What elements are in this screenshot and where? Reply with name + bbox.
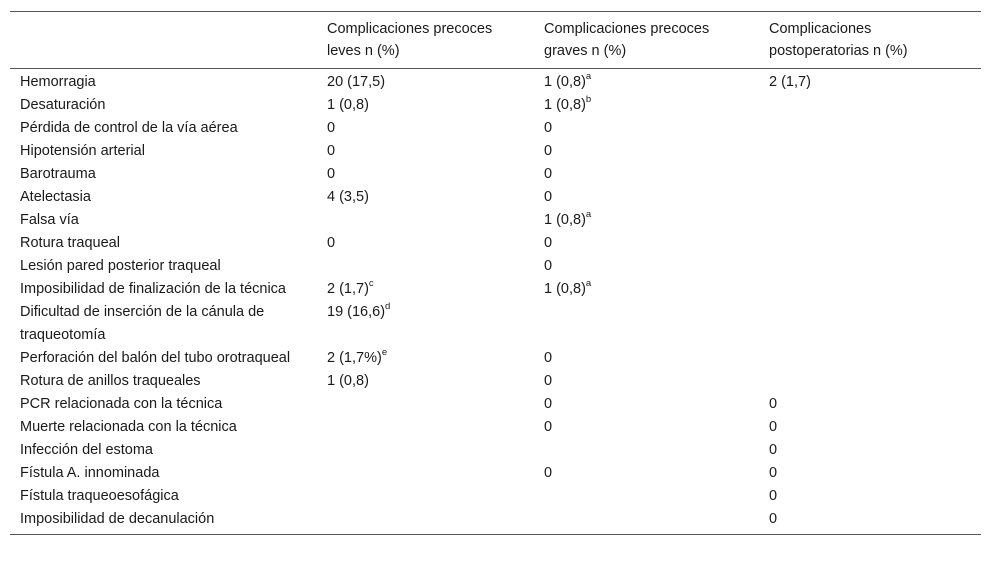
cell-graves-value: 0 (544, 373, 553, 389)
row-label-value: Rotura de anillos traqueales (20, 373, 201, 389)
table-row (10, 462, 981, 485)
cell-postoperatorias-value: 0 (769, 442, 778, 458)
cell-leves (317, 370, 534, 393)
cell-postoperatorias (759, 255, 981, 278)
cell-postoperatorias (759, 347, 981, 370)
cell-leves (317, 439, 534, 462)
row-label (10, 416, 317, 439)
row-label-value: Hemorragia (20, 74, 96, 90)
table-row (10, 301, 981, 347)
cell-postoperatorias (759, 301, 981, 347)
cell-leves (317, 508, 534, 535)
table-row (10, 209, 981, 232)
cell-graves (534, 416, 759, 439)
row-label (10, 439, 317, 462)
cell-leves (317, 416, 534, 439)
cell-graves-value: 0 (544, 189, 553, 205)
row-label-value: Desaturación (20, 97, 106, 113)
table-row (10, 508, 981, 535)
row-label (10, 393, 317, 416)
cell-graves-value: 0 (544, 143, 553, 159)
cell-leves-value: 1 (0,8) (327, 97, 369, 113)
row-label-value: Falsa vía (20, 212, 79, 228)
cell-graves (534, 94, 759, 117)
table-row (10, 255, 981, 278)
cell-leves-value: 1 (0,8) (327, 373, 369, 389)
row-label-value: Infección del estoma (20, 442, 153, 458)
cell-graves-value: 0 (544, 258, 553, 274)
cell-graves (534, 393, 759, 416)
cell-postoperatorias (759, 393, 981, 416)
table-row (10, 393, 981, 416)
row-label-value: Hipotensión arterial (20, 143, 145, 159)
cell-leves-value: 19 (16,6) (327, 304, 386, 320)
header-row (10, 12, 981, 69)
cell-leves (317, 462, 534, 485)
cell-graves (534, 255, 759, 278)
row-label-value: Lesión pared posterior traqueal (20, 258, 221, 274)
cell-postoperatorias-value: 0 (769, 396, 778, 412)
footnote-marker: d (385, 301, 391, 313)
cell-postoperatorias-value: 0 (769, 511, 778, 527)
row-label (10, 462, 317, 485)
row-label-value: Atelectasia (20, 189, 91, 205)
table-row (10, 347, 981, 370)
cell-postoperatorias (759, 209, 981, 232)
table-row (10, 163, 981, 186)
header-label-cell (10, 12, 317, 69)
cell-leves-value: 0 (327, 235, 336, 251)
cell-leves (317, 163, 534, 186)
cell-graves-value: 1 (0,8) (544, 74, 586, 90)
cell-postoperatorias (759, 69, 981, 95)
row-label (10, 117, 317, 140)
row-label-value: Imposibilidad de decanulación (20, 511, 215, 527)
cell-graves-value: 1 (0,8) (544, 97, 586, 113)
row-label (10, 508, 317, 535)
row-label-value: Pérdida de control de la vía aérea (20, 120, 238, 136)
row-label-value: Perforación del balón del tubo orotraqueal (20, 350, 291, 366)
row-label (10, 347, 317, 370)
footnote-marker: a (585, 71, 592, 83)
table-row (10, 370, 981, 393)
table-row (10, 186, 981, 209)
complications-table (10, 11, 981, 535)
cell-graves (534, 370, 759, 393)
cell-graves-value: 0 (544, 166, 553, 182)
cell-graves (534, 462, 759, 485)
row-label (10, 255, 317, 278)
cell-graves-value: 0 (544, 350, 553, 366)
cell-postoperatorias (759, 370, 981, 393)
row-label (10, 278, 317, 301)
cell-graves (534, 508, 759, 535)
cell-graves (534, 140, 759, 163)
row-label (10, 370, 317, 393)
cell-graves-value: 0 (544, 120, 553, 136)
cell-postoperatorias (759, 278, 981, 301)
cell-leves-value: 4 (3,5) (327, 189, 369, 205)
cell-graves-value: 1 (0,8) (544, 212, 586, 228)
cell-graves-value: 0 (544, 465, 553, 481)
row-label-value: Rotura traqueal (20, 235, 120, 251)
cell-postoperatorias (759, 485, 981, 508)
row-label (10, 186, 317, 209)
row-label-value: Fístula traqueoesofágica (20, 488, 179, 504)
cell-postoperatorias (759, 462, 981, 485)
row-label (10, 163, 317, 186)
cell-postoperatorias-value: 0 (769, 488, 778, 504)
table-row (10, 232, 981, 255)
cell-leves-value: 2 (1,7) (327, 281, 369, 297)
row-label-value: Fístula A. innominada (20, 465, 160, 481)
cell-leves (317, 255, 534, 278)
cell-postoperatorias-value: 0 (769, 465, 778, 481)
cell-leves-value: 0 (327, 120, 336, 136)
cell-leves (317, 485, 534, 508)
cell-leves-value: 0 (327, 166, 336, 182)
cell-graves (534, 232, 759, 255)
cell-leves-value: 2 (1,7%) (327, 350, 382, 366)
cell-postoperatorias (759, 163, 981, 186)
row-label (10, 232, 317, 255)
cell-graves-value: 0 (544, 235, 553, 251)
cell-postoperatorias-value: 2 (1,7) (769, 74, 811, 90)
cell-postoperatorias-value: 0 (769, 419, 778, 435)
header-leves: Complicaciones precoces leves n (%) (317, 12, 534, 69)
cell-leves (317, 94, 534, 117)
cell-leves (317, 301, 534, 347)
row-label-value: Imposibilidad de finalización de la técnica (20, 281, 286, 297)
table-body (10, 69, 981, 535)
row-label-value: Barotrauma (20, 166, 96, 182)
cell-leves (317, 232, 534, 255)
cell-graves (534, 278, 759, 301)
row-label (10, 301, 317, 347)
cell-graves-value: 0 (544, 419, 553, 435)
table-row (10, 140, 981, 163)
cell-leves (317, 186, 534, 209)
cell-graves (534, 186, 759, 209)
cell-graves (534, 439, 759, 462)
cell-graves (534, 301, 759, 347)
cell-graves (534, 69, 759, 95)
row-label-value: PCR relacionada con la técnica (20, 396, 223, 412)
table-row (10, 278, 981, 301)
cell-graves-value: 1 (0,8) (544, 281, 586, 297)
cell-postoperatorias (759, 117, 981, 140)
table-row (10, 94, 981, 117)
cell-leves-value: 20 (17,5) (327, 74, 386, 90)
cell-postoperatorias (759, 232, 981, 255)
cell-postoperatorias (759, 94, 981, 117)
cell-leves (317, 393, 534, 416)
cell-postoperatorias (759, 186, 981, 209)
cell-leves (317, 117, 534, 140)
row-label (10, 485, 317, 508)
cell-leves (317, 278, 534, 301)
table-row (10, 485, 981, 508)
table-row (10, 69, 981, 95)
row-label-value: Muerte relacionada con la técnica (20, 419, 237, 435)
footnote-marker: c (368, 278, 374, 290)
footnote-marker: a (585, 278, 592, 290)
cell-leves (317, 209, 534, 232)
cell-graves (534, 209, 759, 232)
header-postoperatorias: Complicaciones postoperatorias n (%) (759, 12, 981, 69)
footnote-marker: e (381, 347, 388, 359)
footnote-marker: a (585, 209, 592, 221)
cell-graves (534, 117, 759, 140)
row-label (10, 209, 317, 232)
cell-leves (317, 347, 534, 370)
cell-graves (534, 163, 759, 186)
table-row (10, 117, 981, 140)
cell-graves-value: 0 (544, 396, 553, 412)
cell-postoperatorias (759, 439, 981, 462)
row-label-value: Dificultad de inserción de la cánula de traqueotomía (20, 304, 265, 343)
cell-graves (534, 485, 759, 508)
cell-leves (317, 69, 534, 95)
table-row (10, 439, 981, 462)
table-row (10, 416, 981, 439)
cell-postoperatorias (759, 416, 981, 439)
cell-leves (317, 140, 534, 163)
cell-graves (534, 347, 759, 370)
cell-postoperatorias (759, 508, 981, 535)
footnote-marker: b (585, 94, 592, 106)
cell-leves-value: 0 (327, 143, 336, 159)
header-graves: Complicaciones precoces graves n (%) (534, 12, 759, 69)
cell-postoperatorias (759, 140, 981, 163)
row-label (10, 69, 317, 95)
row-label (10, 140, 317, 163)
row-label (10, 94, 317, 117)
